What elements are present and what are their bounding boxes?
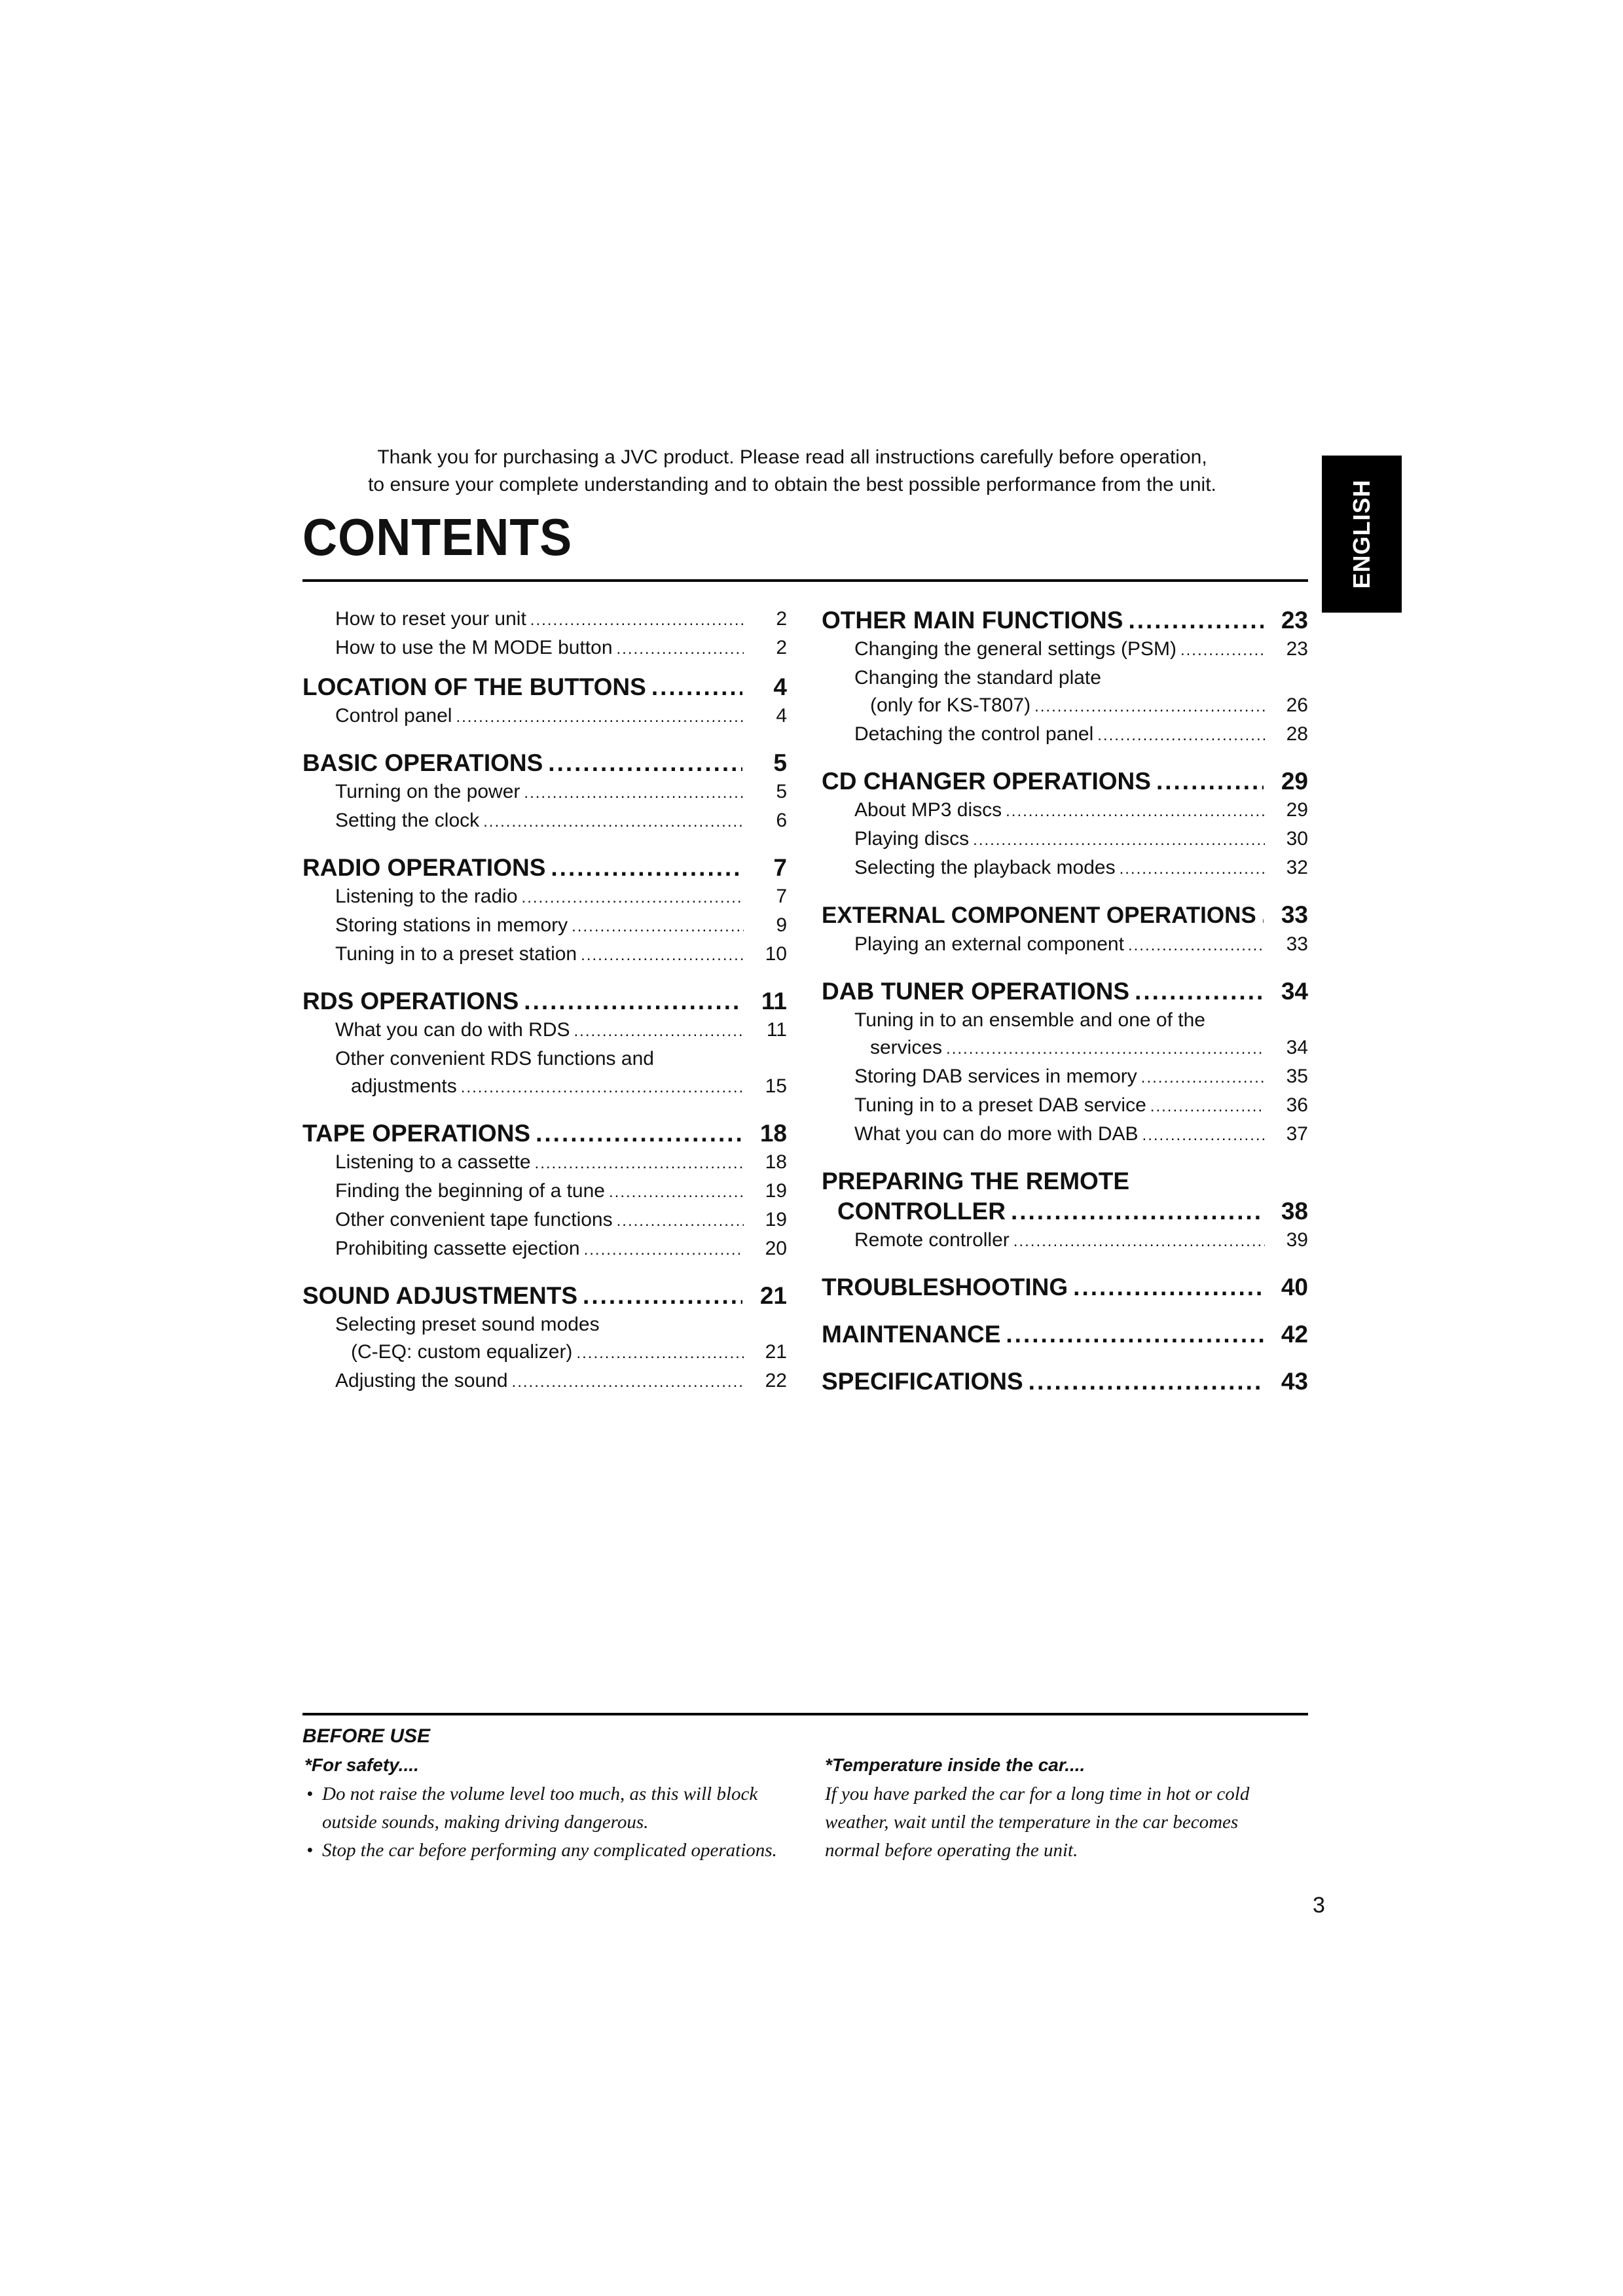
toc-entry[interactable]: Setting the clock ..... 6 <box>335 807 787 836</box>
toc-section-location[interactable]: LOCATION OF THE BUTTONS ..... 4 <box>302 672 787 702</box>
before-use-divider <box>302 1713 1308 1715</box>
temperature-note: If you have parked the car for a long time in hot or cold weather, wait until the temperature in the car becomes normal before operating the unit. <box>825 1784 1250 1861</box>
toc-section-dab[interactable]: DAB TUNER OPERATIONS ..... 34 <box>822 977 1308 1007</box>
toc-section-sound[interactable]: SOUND ADJUSTMENTS ..... 21 <box>302 1281 787 1311</box>
toc-entry[interactable]: How to use the M MODE button ..... 2 <box>335 634 787 663</box>
title-divider <box>302 579 1308 582</box>
toc-entry[interactable]: adjustments ..... 15 <box>351 1073 787 1102</box>
toc-entry-wrap[interactable]: Changing the standard plate <box>854 667 1101 689</box>
toc-entry[interactable]: Tuning in to a preset station ..... 10 <box>335 941 787 969</box>
toc-entry[interactable]: What you can do with RDS ..... 11 <box>335 1016 787 1045</box>
safety-heading: *For safety.... <box>304 1755 419 1775</box>
toc-entry-wrap[interactable]: Other convenient RDS functions and <box>335 1048 654 1069</box>
intro-text <box>308 444 1277 499</box>
toc-section-radio[interactable]: RADIO OPERATIONS ..... 7 <box>302 853 787 883</box>
toc-section-cd[interactable]: CD CHANGER OPERATIONS ..... 29 <box>822 766 1308 797</box>
toc-entry[interactable]: Remote controller ..... 39 <box>854 1227 1308 1255</box>
safety-notes <box>302 1780 787 1865</box>
toc-entry[interactable]: Changing the general settings (PSM) ..... 23 <box>854 636 1308 664</box>
toc-entry[interactable]: Prohibiting cassette ejection ..... 20 <box>335 1235 787 1264</box>
toc-entry[interactable]: (only for KS-T807) ..... 26 <box>870 692 1308 721</box>
toc-section-other[interactable]: OTHER MAIN FUNCTIONS ..... 23 <box>822 605 1308 636</box>
toc-entry[interactable]: What you can do more with DAB ..... 37 <box>854 1121 1308 1149</box>
language-tab-label: ENGLISH <box>1348 479 1375 589</box>
toc-entry[interactable]: Selecting the playback modes ..... 32 <box>854 854 1308 883</box>
toc-section-rds[interactable]: RDS OPERATIONS ..... 11 <box>302 986 787 1016</box>
toc-section-specifications[interactable]: SPECIFICATIONS ..... 43 <box>822 1367 1308 1397</box>
intro-line-1: Thank you for purchasing a JVC product. Please read all instructions carefully before operation, <box>377 446 1207 468</box>
toc-section-troubleshooting[interactable]: TROUBLESHOOTING ..... 40 <box>822 1272 1308 1302</box>
toc-section-remote-line1[interactable]: PREPARING THE REMOTE <box>822 1168 1130 1194</box>
toc-entry[interactable]: Detaching the control panel ..... 28 <box>854 721 1308 749</box>
toc-entry[interactable]: (C-EQ: custom equalizer) ..... 21 <box>351 1338 787 1367</box>
toc-section-external[interactable]: EXTERNAL COMPONENT OPERATIONS ..... 33 <box>822 900 1308 931</box>
safety-note: • Stop the car before performing any complicated operations. <box>302 1837 787 1865</box>
before-use-heading: BEFORE USE <box>302 1725 431 1747</box>
toc-entry[interactable]: Other convenient tape functions ..... 19 <box>335 1206 787 1235</box>
toc-entry-wrap[interactable]: Selecting preset sound modes <box>335 1314 600 1335</box>
toc-entry[interactable]: Listening to the radio ..... 7 <box>335 883 787 912</box>
toc-entry[interactable]: Storing DAB services in memory ..... 35 <box>854 1063 1308 1092</box>
toc-entry[interactable]: Adjusting the sound ..... 22 <box>335 1367 787 1396</box>
toc-entry[interactable]: How to reset your unit ..... 2 <box>335 605 787 634</box>
toc-entry[interactable]: Playing an external component ..... 33 <box>854 931 1308 960</box>
page-title: CONTENTS <box>302 508 573 566</box>
toc-section-remote[interactable]: CONTROLLER ..... 38 <box>837 1196 1308 1227</box>
toc-right-column <box>822 605 1308 1397</box>
intro-line-2: to ensure your complete understanding and to obtain the best possible performance from the unit. <box>368 474 1216 495</box>
toc-section-basic[interactable]: BASIC OPERATIONS ..... 5 <box>302 748 787 778</box>
toc-entry[interactable]: Listening to a cassette ..... 18 <box>335 1149 787 1177</box>
toc-left-column <box>302 605 787 1396</box>
page-number: 3 <box>1313 1893 1325 1918</box>
toc-entry[interactable]: Tuning in to a preset DAB service ..... 36 <box>854 1092 1308 1121</box>
toc-entry[interactable]: Playing discs ..... 30 <box>854 825 1308 854</box>
toc-entry-wrap[interactable]: Tuning in to an ensemble and one of the <box>854 1009 1205 1031</box>
toc-entry[interactable]: Turning on the power ..... 5 <box>335 778 787 807</box>
toc-entry[interactable]: Finding the beginning of a tune ..... 19 <box>335 1177 787 1206</box>
toc-entry[interactable]: About MP3 discs ..... 29 <box>854 797 1308 825</box>
toc-section-maintenance[interactable]: MAINTENANCE ..... 42 <box>822 1319 1308 1350</box>
safety-note: • Do not raise the volume level too much, as this will block outside sounds, making driving dangerous. <box>302 1780 787 1837</box>
toc-entry[interactable]: Control panel ..... 4 <box>335 702 787 731</box>
language-tab <box>1322 456 1402 613</box>
toc-entry[interactable]: Storing stations in memory ..... 9 <box>335 912 787 941</box>
toc-entry[interactable]: services ..... 34 <box>870 1034 1308 1063</box>
toc-section-tape[interactable]: TAPE OPERATIONS ..... 18 <box>302 1119 787 1149</box>
temperature-heading: *Temperature inside the car.... <box>825 1755 1085 1775</box>
